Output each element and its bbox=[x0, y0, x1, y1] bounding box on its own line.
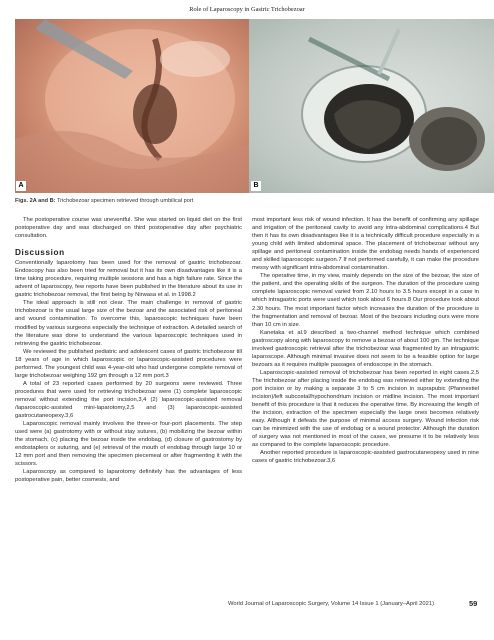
left-column bbox=[15, 216, 242, 484]
paragraph: Laparoscopic-assisted removal of trichobezoar has been reported in eight cases.2,5 The trichobezoar after placing inside the endobag was retrieved either by extending the port incision or by making a separate 3 to 5 cm incision in suprapubic (Pfannestiel incision)/left subcostal/hypochondrium incision or midline incision. The most important benefit of this procedure is that it reduces the operative time. By increasing the length of the incision, extraction of the specimen especially the large ones becomes relatively easy. Although it defeats the purpose of minimal access surgery. Wound infection risk can be minimized with the use of endobag or a wound protector. Although the duration of surgery was not mentioned in most of the cases, we presume it to be relatively less as compared to the complete laparoscopic procedure. bbox=[252, 369, 479, 449]
figure-caption bbox=[15, 198, 193, 204]
caption-text: Trichobezoar specimen retrieved through umbilical port bbox=[55, 198, 194, 204]
right-column bbox=[252, 216, 479, 465]
paragraph: Laparoscopy as compared to laparotomy definitely has the advantages of less postoperative pain, better cosmesis, and bbox=[15, 469, 242, 484]
photo-a-laparoscopic-extraction bbox=[15, 19, 249, 193]
paragraph: The ideal approach is still not clear. The main challenge in removal of gastric trichobezoar is the usual large size of the bezoar and the associated risk of peritoneal and wound contamination. To overcome this, laparoscopic techniques have been modified by various surgeons especially the technique of extraction. A detailed search of the literature was done to understand the various laparoscopic techniques used in retrieving the gastric trichobezoar. bbox=[15, 300, 242, 347]
photo-b-illustration bbox=[249, 19, 494, 193]
journal-footer: World Journal of Laparoscopic Surgery, Volume 14 Issue 1 (January–April 2021) bbox=[228, 601, 435, 607]
paragraph: Another reported procedure is laparoscopic-assisted gastrocutaneopexy used in nine cases of gastric trichobezoar.3,6 bbox=[252, 450, 479, 465]
running-header: Role of Laparoscopy in Gastric Trichobezoar bbox=[189, 6, 305, 13]
figure-label-b: B bbox=[251, 181, 261, 191]
paragraph: The operative time, in my view, mainly depends on the size of the bezoar, the size of the patient, and the operating skills of the surgeon. The duration of the procedure using complete laparoscopic removal varied from 2.10 hours to 3.5 hours except in a case in which intragastric ports were used which took about 6 hours.8 Our procedure took about 2.30 hours. The most important factor which increases the duration of the procedure is the fragmentation and removal of bezoar. Most of the bezoars including ours were more than 10 cm in size. bbox=[252, 273, 479, 328]
paragraph: most important less risk of wound infection. It has the benefit of confirming any spillage and irrigation of the peritoneal cavity to avoid any intra-abdominal complications.4 But then it has its own disadvantages like it is a technically difficult procedure especially in a young child with limited abdominal space. The placement of trichobezoar without any spillage and peritoneal contamination inside the endobag needs hands of experienced and skilled laparoscopic surgeon.7 If not performed carefully, it can make the procedure messy with significant intra-abdominal contamination. bbox=[252, 217, 479, 272]
paragraph: Conventionally laparotomy has been used for the removal of gastric trichobezoar. Endoscopy has also been tried for removal but it has its own disadvantages like it is a time taking procedure, requiring multiple sessions and has a high failure rate. Since the advent of laparoscopy, few reports have been published in the literature about its use in gastric trichobezoar removal, the first being by Nirwasa et al. in 1998.2 bbox=[15, 260, 242, 299]
paragraph: Laparoscopic removal mainly involves the three-or four-port placements. The step used were (a) gastrotomy with or without stay sutures, (b) mobilizing the bezoar within the stomach, (c) placing the bezoar inside the endobag, (d) closure of gastrostomy by endostaplers or suturing, and (e) retrieval of the mouth of endobag through large 10 or 12 mm port and then removing the specimen piecemeal or after fragmenting it with the scissors. bbox=[15, 421, 242, 468]
photo-a-illustration bbox=[15, 19, 249, 193]
paragraph: The postoperative course was uneventful. She was started on liquid diet on the first postoperative day and was discharged on third postoperative day after psychiatric consultation. bbox=[15, 217, 242, 240]
photo-b-trichobezoar-specimen bbox=[249, 19, 494, 193]
paragraph: We reviewed the published pediatric and adolescent cases of gastric trichobezoar till 18 years of age in which laparoscopic or laparoscopic-assisted procedures were performed. The youngest child was 4-year-old who had undergone complete removal of large trichobezoar weighing 192 gm through a 12 mm port.3 bbox=[15, 348, 242, 379]
caption-label: Figs. 2A and B: bbox=[15, 198, 56, 204]
paragraph: Kanetaka et al.9 described a two-channel method technique which combined gastroscopy along with laparoscopy to remove a bezoar of about 100 gm. The technique involved gastroscopic retrieval after the trichobezoar was fragmented by an intragastric laparoscope. Although minimal invasive does not seem to be a feasible option for large bezoars as it requires multiple passages of endoscope in the stomach. bbox=[252, 329, 479, 368]
figure-2 bbox=[15, 19, 494, 193]
page-number: 59 bbox=[469, 599, 478, 608]
figure-label-a: A bbox=[16, 181, 26, 191]
section-heading-discussion: Discussion bbox=[15, 248, 65, 258]
paragraph: A total of 23 reported cases performed by 20 surgeons were reviewed. Three procedures that were used for retrieving trichobezoar were (1) complete laparoscopic removal without extending the port incision,3,4 (2) laparoscopic-assisted removal /laparoscopic-assisted mini-laparotomy,2,5 and (3) laparoscopic-assisted gastrocutaneopexy.3,6 bbox=[15, 380, 242, 420]
